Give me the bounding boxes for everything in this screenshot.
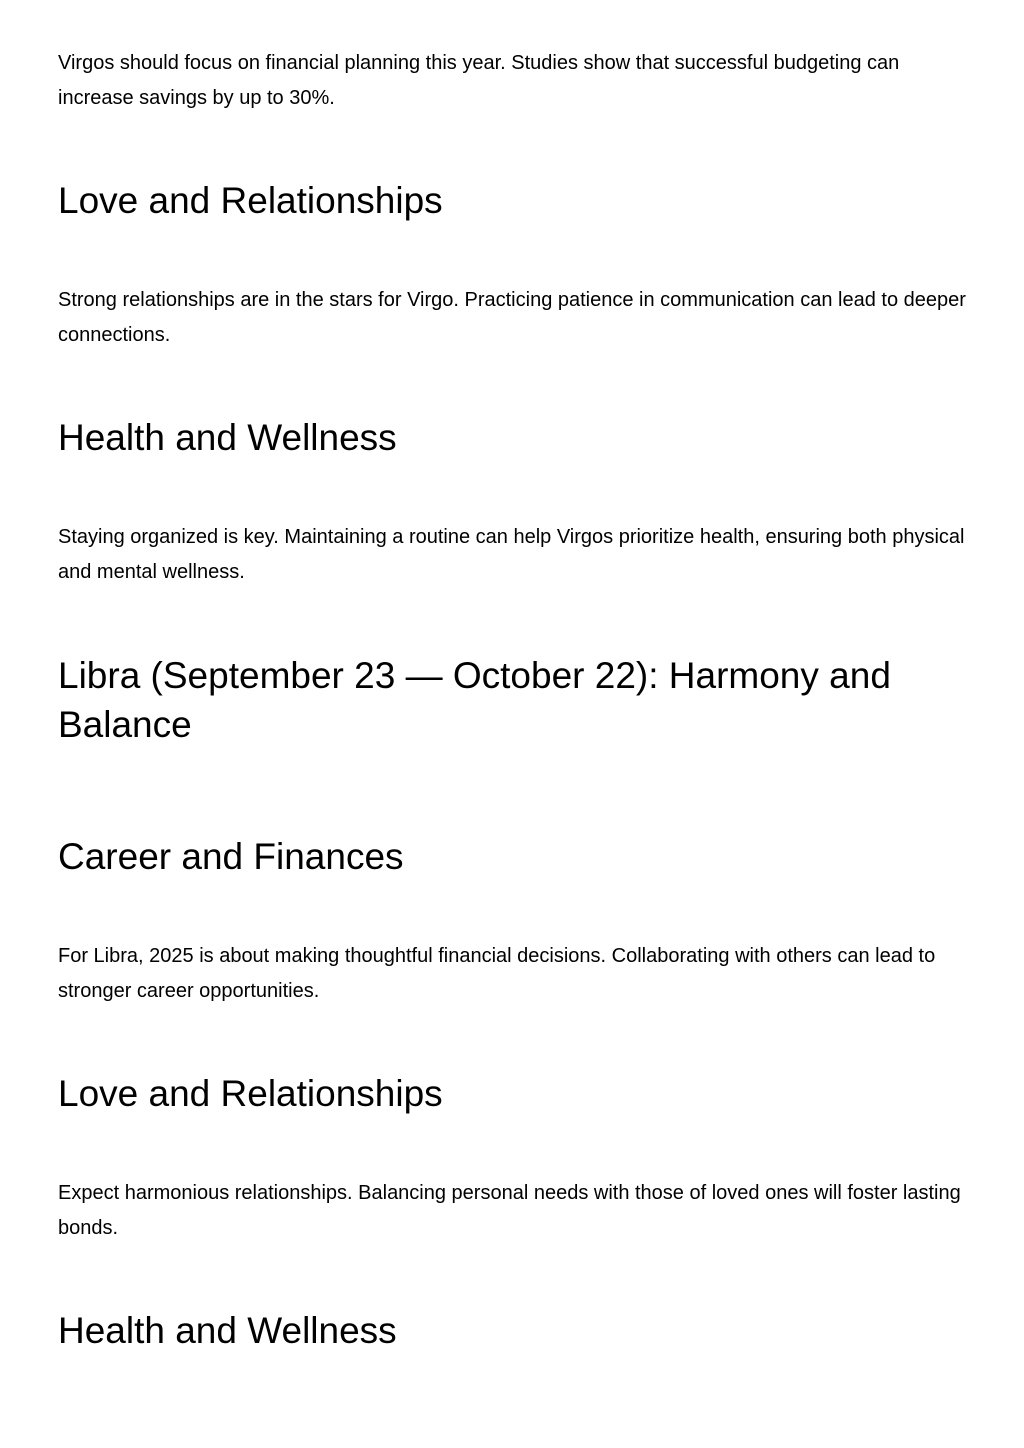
libra-health-heading: Health and Wellness — [58, 1310, 397, 1351]
virgo-health-heading: Health and Wellness — [58, 417, 397, 458]
virgo-finance-paragraph: Virgos should focus on financial planning this year. Studies show that successful budgeting can increase savings by up to 30%. — [58, 52, 900, 109]
libra-career-paragraph: For Libra, 2025 is about making thoughtful financial decisions. Collaborating with others can lead to stronger career opportunities. — [58, 945, 936, 1002]
libra-love-heading: Love and Relationships — [58, 1073, 443, 1114]
virgo-love-heading: Love and Relationships — [58, 180, 443, 221]
libra-section-heading: Libra (September 23 — October 22): Harmony and Balance — [58, 655, 891, 745]
libra-love-paragraph: Expect harmonious relationships. Balancing personal needs with those of loved ones will foster lasting bonds. — [58, 1182, 961, 1239]
virgo-health-paragraph: Staying organized is key. Maintaining a routine can help Virgos prioritize health, ensuring both physical and mental wellness. — [58, 526, 965, 583]
libra-career-heading: Career and Finances — [58, 836, 404, 877]
virgo-love-paragraph: Strong relationships are in the stars for Virgo. Practicing patience in communication can lead to deeper connections. — [58, 289, 966, 346]
